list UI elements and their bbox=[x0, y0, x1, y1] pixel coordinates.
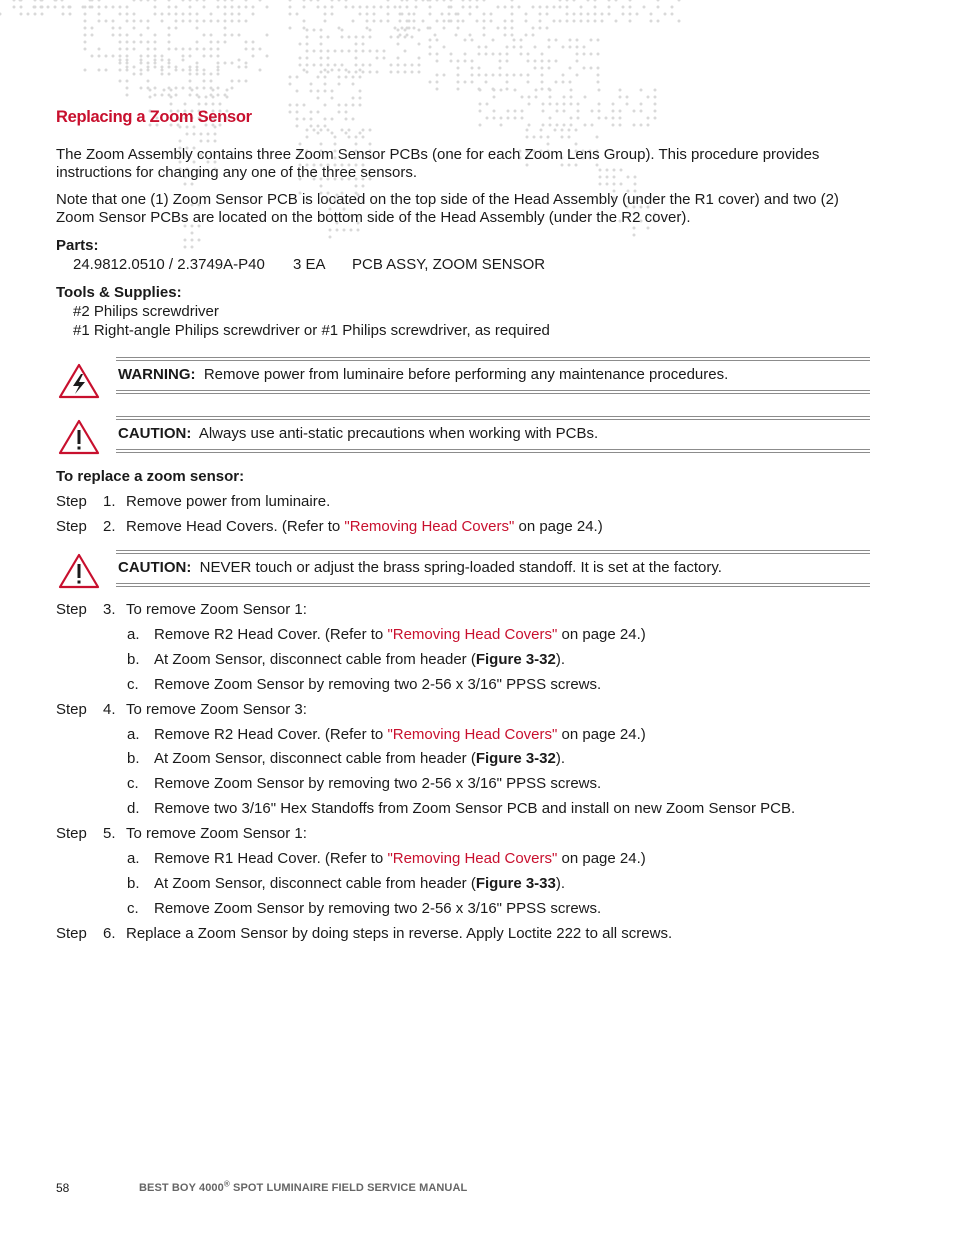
tools-heading: Tools & Supplies: bbox=[56, 284, 182, 301]
intro-paragraph: The Zoom Assembly contains three Zoom Sensor PCBs (one for each Zoom Lens Group). This procedure provides instructions for changing any one of the three sensors. bbox=[56, 146, 820, 181]
step-text: To remove Zoom Sensor 3: bbox=[126, 701, 307, 718]
removing-head-covers-link[interactable]: "Removing Head Covers" bbox=[387, 626, 558, 643]
procedure-heading: To replace a zoom sensor: bbox=[56, 468, 245, 485]
caution-label: CAUTION: bbox=[118, 559, 192, 576]
step-word: Step bbox=[56, 518, 87, 535]
substep-letter: b. bbox=[127, 651, 140, 668]
substep-text-pre: Remove R1 Head Cover. (Refer to bbox=[154, 850, 388, 867]
warning-label: WARNING: bbox=[118, 366, 196, 383]
figure-reference: Figure 3-33 bbox=[475, 875, 556, 892]
substep-text-post: on page 24.) bbox=[557, 726, 646, 743]
step-number: 2. bbox=[103, 518, 116, 535]
step-word: Step bbox=[56, 825, 87, 842]
substep-letter: b. bbox=[127, 875, 140, 892]
substep-text-post: on page 24.) bbox=[557, 850, 646, 867]
substep-text bbox=[154, 875, 565, 893]
exclamation-caution-icon bbox=[58, 553, 100, 589]
substep-text-post: ). bbox=[555, 750, 566, 767]
step-number: 4. bbox=[103, 701, 116, 718]
substep-text-pre: At Zoom Sensor, disconnect cable from header ( bbox=[154, 875, 476, 892]
substep-letter: a. bbox=[127, 626, 140, 643]
substep-text bbox=[154, 750, 565, 768]
caution-text: Always use anti-static precautions when working with PCBs. bbox=[198, 425, 599, 442]
manual-title-footer bbox=[139, 1179, 467, 1197]
step-word: Step bbox=[56, 701, 87, 718]
substep-text: Remove Zoom Sensor by removing two 2-56 x 3/16" PPSS screws. bbox=[154, 900, 602, 917]
manual-title-post: SPOT LUMINAIRE FIELD SERVICE MANUAL bbox=[229, 1182, 468, 1194]
step-word: Step bbox=[56, 601, 87, 618]
callout-rule-top bbox=[116, 550, 870, 554]
substep-text bbox=[154, 726, 646, 744]
step-number: 6. bbox=[103, 925, 116, 942]
caution-message bbox=[118, 425, 598, 443]
callout-rule-bottom bbox=[116, 390, 870, 394]
removing-head-covers-link[interactable]: "Removing Head Covers" bbox=[344, 518, 515, 535]
substep-letter: c. bbox=[127, 676, 139, 693]
part-number: 24.9812.0510 / 2.3749A-P40 bbox=[73, 256, 265, 273]
step-text: To remove Zoom Sensor 1: bbox=[126, 601, 307, 618]
substep-text-pre: At Zoom Sensor, disconnect cable from header ( bbox=[154, 651, 476, 668]
figure-reference: Figure 3-32 bbox=[475, 750, 556, 767]
step-text: Replace a Zoom Sensor by doing steps in reverse. Apply Loctite 222 to all screws. bbox=[126, 925, 673, 942]
caution-text: NEVER touch or adjust the brass spring-loaded standoff. It is set at the factory. bbox=[199, 559, 722, 576]
substep-text bbox=[154, 626, 646, 644]
substep-text-post: ). bbox=[555, 875, 566, 892]
substep-letter: a. bbox=[127, 850, 140, 867]
note-paragraph: Note that one (1) Zoom Sensor PCB is located on the top side of the Head Assembly (under the R1 cover) and two (2) Zoom Sensor PCBs are located on the bottom side of the Head Assembly (under the R2 cover). bbox=[56, 191, 839, 226]
callout-rule-top bbox=[116, 357, 870, 361]
parts-heading: Parts: bbox=[56, 237, 99, 254]
removing-head-covers-link[interactable]: "Removing Head Covers" bbox=[387, 726, 558, 743]
page-number: 58 bbox=[56, 1181, 70, 1195]
substep-text-pre: Remove R2 Head Cover. (Refer to bbox=[154, 626, 388, 643]
warning-message bbox=[118, 366, 728, 384]
callout-rule-top bbox=[116, 416, 870, 420]
substep-letter: c. bbox=[127, 775, 139, 792]
registered-mark: ® bbox=[223, 1179, 230, 1189]
step-number: 3. bbox=[103, 601, 116, 618]
callout-rule-bottom bbox=[116, 583, 870, 587]
substep-letter: c. bbox=[127, 900, 139, 917]
lightning-warning-icon bbox=[58, 363, 100, 399]
substep-text: Remove Zoom Sensor by removing two 2-56 x 3/16" PPSS screws. bbox=[154, 676, 602, 693]
callout-rule-bottom bbox=[116, 449, 870, 453]
substep-letter: a. bbox=[127, 726, 140, 743]
warning-text: Remove power from luminaire before performing any maintenance procedures. bbox=[203, 366, 729, 383]
section-title: Replacing a Zoom Sensor bbox=[56, 108, 252, 126]
figure-reference: Figure 3-32 bbox=[475, 651, 556, 668]
step-word: Step bbox=[56, 493, 87, 510]
caution-label: CAUTION: bbox=[118, 425, 192, 442]
caution-message bbox=[118, 559, 722, 577]
step-text bbox=[126, 518, 603, 536]
substep-letter: b. bbox=[127, 750, 140, 767]
part-description: PCB ASSY, ZOOM SENSOR bbox=[352, 256, 546, 273]
substep-text-pre: At Zoom Sensor, disconnect cable from header ( bbox=[154, 750, 476, 767]
substep-text bbox=[154, 850, 646, 868]
exclamation-caution-icon bbox=[58, 419, 100, 455]
step-number: 5. bbox=[103, 825, 116, 842]
substep-text-post: ). bbox=[555, 651, 566, 668]
step-number: 1. bbox=[103, 493, 116, 510]
manual-title-pre: BEST BOY 4000 bbox=[139, 1182, 224, 1194]
substep-text bbox=[154, 651, 565, 669]
step-text: Remove power from luminaire. bbox=[126, 493, 331, 510]
tool-item: #2 Philips screwdriver bbox=[73, 303, 219, 320]
substep-text-pre: Remove R2 Head Cover. (Refer to bbox=[154, 726, 388, 743]
substep-text: Remove Zoom Sensor by removing two 2-56 x 3/16" PPSS screws. bbox=[154, 775, 602, 792]
part-quantity: 3 EA bbox=[293, 256, 326, 273]
step-word: Step bbox=[56, 925, 87, 942]
removing-head-covers-link[interactable]: "Removing Head Covers" bbox=[387, 850, 558, 867]
step-text-pre: Remove Head Covers. (Refer to bbox=[126, 518, 345, 535]
tool-item: #1 Right-angle Philips screwdriver or #1 Philips screwdriver, as required bbox=[73, 322, 550, 339]
substep-text: Remove two 3/16" Hex Standoffs from Zoom Sensor PCB and install on new Zoom Sensor PCB. bbox=[154, 800, 796, 817]
step-text: To remove Zoom Sensor 1: bbox=[126, 825, 307, 842]
substep-letter: d. bbox=[127, 800, 140, 817]
step-text-post: on page 24.) bbox=[514, 518, 603, 535]
substep-text-post: on page 24.) bbox=[557, 626, 646, 643]
